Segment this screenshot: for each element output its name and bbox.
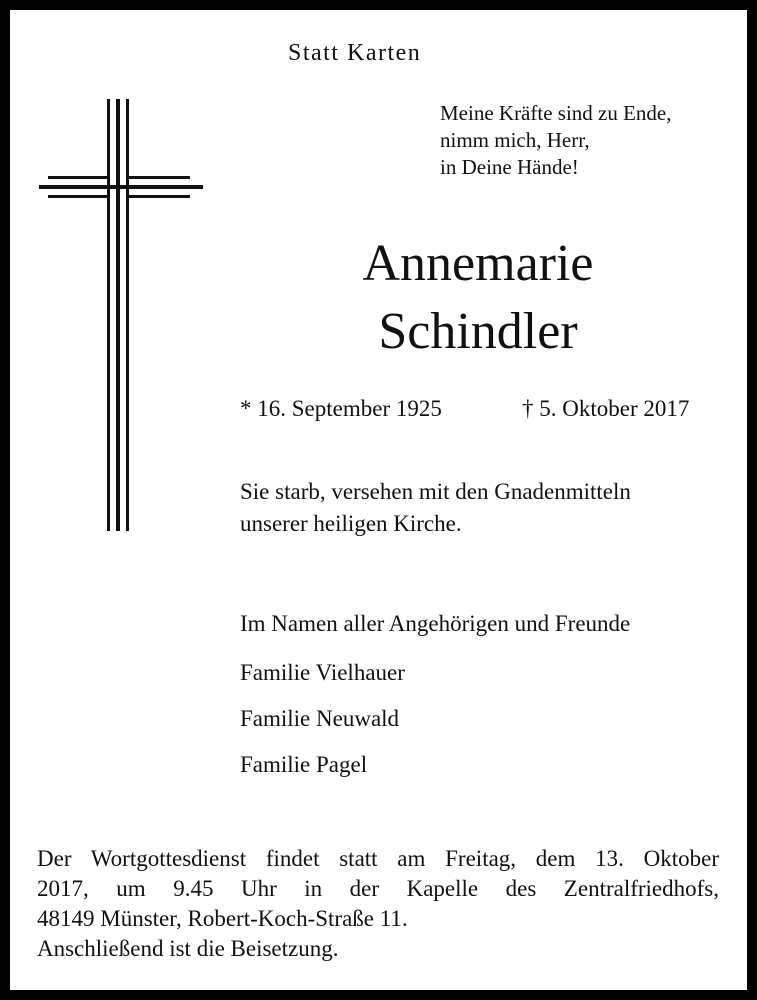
death-date: † 5. Oktober 2017 xyxy=(522,396,690,421)
mourners-intro: Im Namen aller Angehörigen und Freunde xyxy=(240,611,631,636)
family-name: Familie Pagel xyxy=(240,752,368,777)
service-announcement xyxy=(37,844,719,964)
service-line: Der Wortgottesdienst findet statt am Freitag, dem 13. Oktober xyxy=(37,846,719,871)
family-name: Familie Vielhauer xyxy=(240,660,405,685)
verse-line: Meine Kräfte sind zu Ende, xyxy=(440,101,672,125)
header-text: Statt Karten xyxy=(288,40,422,66)
sacrament-line: unserer heiligen Kirche. xyxy=(240,511,462,536)
service-line: Anschließend ist die Beisetzung. xyxy=(37,936,339,961)
deceased-last-name: Schindler xyxy=(378,303,578,360)
verse-quote xyxy=(440,100,672,181)
service-line: 48149 Münster, Robert-Koch-Straße 11. xyxy=(37,906,408,931)
sacrament-text xyxy=(240,476,631,540)
deceased-first-name: Annemarie xyxy=(362,235,594,292)
birth-date: * 16. September 1925 xyxy=(240,396,442,421)
sacrament-line: Sie starb, versehen mit den Gnadenmitteln xyxy=(240,479,631,504)
service-line: 2017, um 9.45 Uhr in der Kapelle des Zentralfriedhofs, xyxy=(37,876,719,901)
latin-cross-icon xyxy=(28,89,208,537)
family-name: Familie Neuwald xyxy=(240,706,400,731)
verse-line: in Deine Hände! xyxy=(440,155,579,179)
verse-line: nimm mich, Herr, xyxy=(440,128,590,152)
